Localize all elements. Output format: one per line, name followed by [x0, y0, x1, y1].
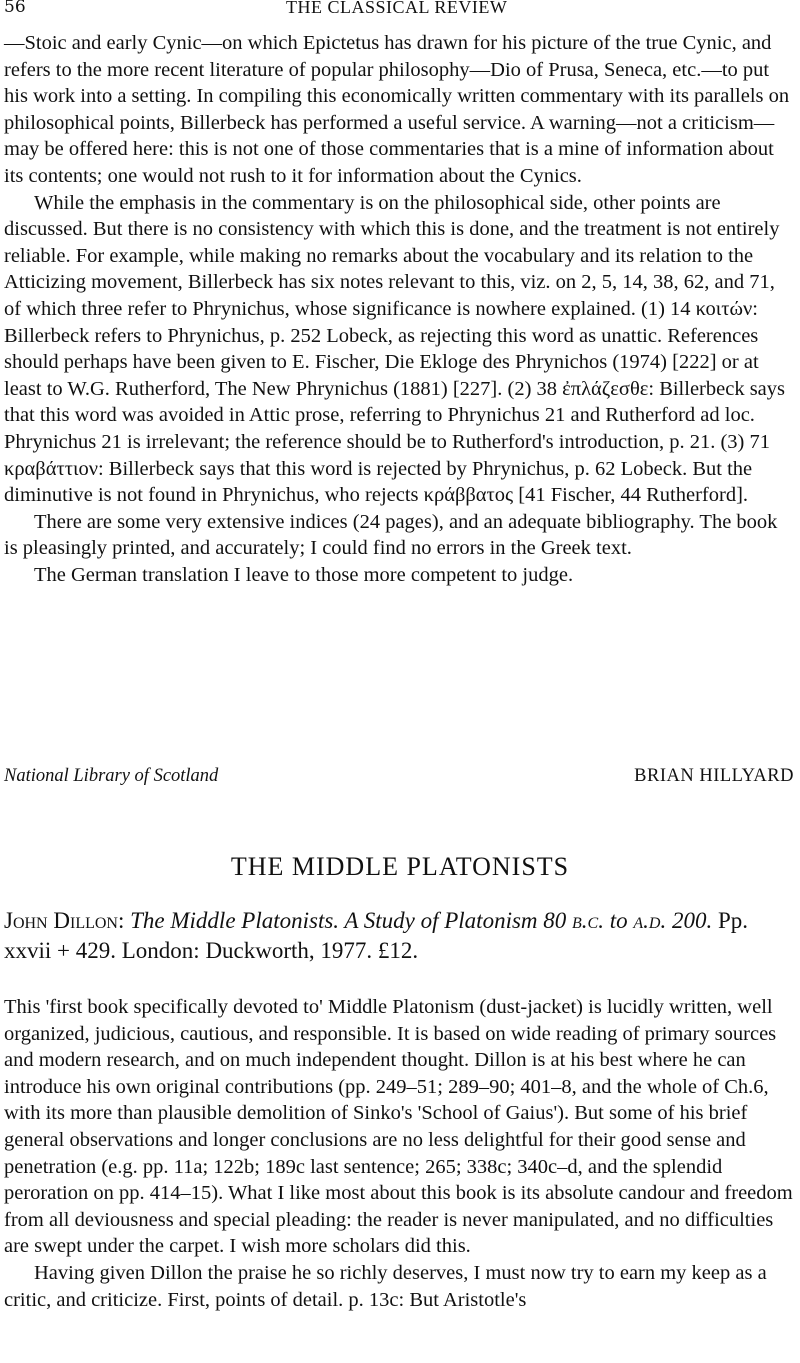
review-heading: THE MIDDLE PLATONISTS — [230, 852, 570, 881]
review-body — [4, 994, 794, 1313]
author-first-name: John — [4, 908, 48, 933]
era-label: b.c. — [572, 908, 604, 933]
paragraph: There are some very extensive indices (24 pages), and an adequate bibliography. The book is pleasingly printed, and accurately; I could find no errors in the Greek text. — [4, 510, 778, 560]
publication-details: Pp. xxvii + 429. London: Duckworth, 1977. £12. — [4, 908, 748, 963]
page-number: 56 — [4, 0, 26, 17]
paragraph: —Stoic and early Cynic—on which Epictetus has drawn for his picture of the true Cynic, and refers to the more recent literature of popular philosophy—Dio of Prusa, Seneca, etc.—to put his work into a setting. In compiling this economically written commentary with its parallels on philosophical points, Billerbeck has performed a useful service. A warning—not a criticism—may be offered here: this is not one of those commentaries that is a mine of information about its contents; one would not rush to it for information about the Cynics. — [4, 32, 790, 187]
review-signature — [4, 766, 794, 794]
previous-review-body — [4, 30, 794, 588]
running-header — [2, 0, 800, 26]
paragraph: While the emphasis in the commentary is on the philosophical side, other points are discussed. But there is no consistency with which this is done, and the treatment is not entirely reliable. For example, while making no remarks about the vocabulary and its relation to the Atticizing movement, Billerbeck has six notes relevant to this, viz. on 2, 5, 14, 38, 62, and 71, of which three refer to Phrynichus, whose significance is nowhere explained. (1) 14 κοιτών: Billerbeck refers to Phrynichus, p. 252 Lobeck, as rejecting this word as unattic. References should perhaps have been given to E. Fischer, Die Ekloge des Phrynichos (1974) [222] or at least to W.G. Rutherford, The New Phrynichus (1881) [227]. (2) 38 ἐπλάζεσθε: Billerbeck says that this word was avoided in Attic prose, referring to Phrynichus 21 and Rutherford ad loc. Phrynichus 21 is irrelevant; the reference should be to Rutherford's introduction, p. 21. (3) 71 κραβάττιον: Billerbeck says that this word is rejected by Phrynichus, p. 62 Lobeck. But the diminutive is not found in Phrynichus, who rejects κράββατος [41 Fischer, 44 Rutherford]. — [4, 191, 786, 507]
book-citation: John Dillon: The Middle Platonists. A Study of Platonism 80 b.c. to a.d. 200. Pp. xxvii + 429. London: Duckworth, 1977. £12. — [4, 908, 748, 963]
book-title: The Middle Platonists. A Study of Platonism 80 — [130, 908, 567, 933]
paragraph: The German translation I leave to those more competent to judge. — [34, 563, 574, 586]
era-label: a.d. — [633, 908, 667, 933]
paragraph: This 'first book specifically devoted to' Middle Platonism (dust-jacket) is lucidly written, well organized, judicious, cautious, and responsible. It is based on wide reading of primary sources and modern research, and on much independent thought. Dillon is at his best where he can introduce his own original contributions (pp. 249–51; 289–90; 401–8, and the whole of Ch.6, with its more than plausible demolition of Sinko's 'School of Gaius'). But some of his brief general observations and longer conclusions are no less delightful for their good sense and penetration (e.g. pp. 11a; 122b; 189c last sentence; 265; 338c; 340c–d, and the splendid peroration on pp. 414–15). What I like most about this book is its absolute candour and freedom from all deviousness and special pleading: the reader is never manipulated, and no difficulties are swept under the carpet. I wish more scholars did this. — [4, 996, 793, 1258]
journal-title: THE CLASSICAL REVIEW — [286, 0, 508, 17]
reviewer-institution: National Library of Scotland — [4, 766, 219, 786]
book-title-end: 200. — [671, 908, 713, 933]
author-last-name: Dillon — [53, 908, 118, 933]
book-title-cont: to — [609, 908, 628, 933]
reviewer-name: BRIAN HILLYARD — [634, 766, 794, 786]
paragraph: Having given Dillon the praise he so richly deserves, I must now try to earn my keep as a critic, and criticize. First, points of detail. p. 13c: But Aristotle's — [4, 1261, 767, 1311]
